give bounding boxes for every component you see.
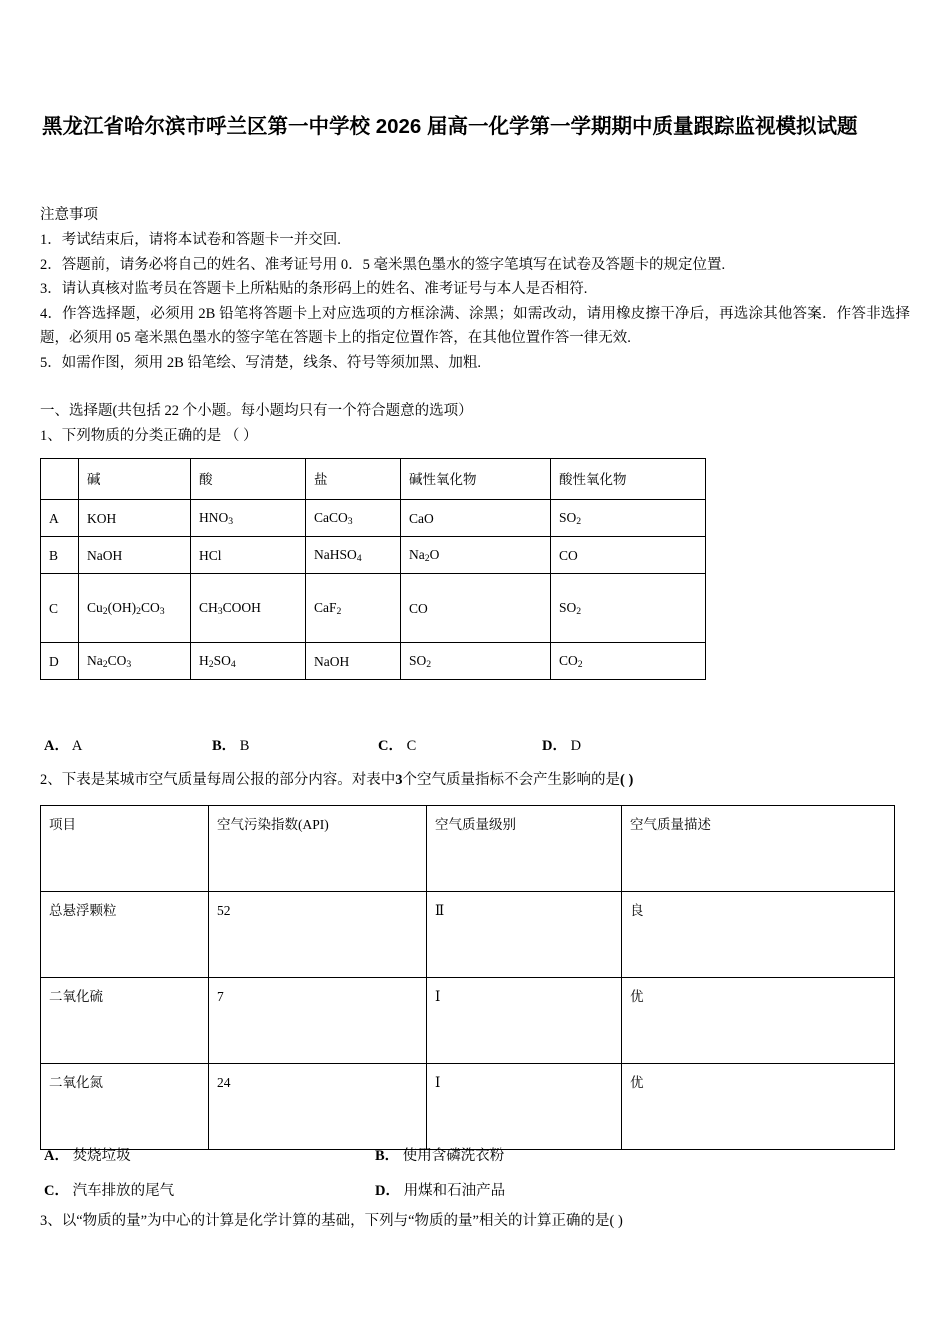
option-a[interactable]: A． A [44,738,83,754]
section-heading: 一、选择题(共包括 22 个小题。每小题均只有一个符合题意的选项） [40,403,473,419]
cell-description: 良 [622,892,895,978]
question-1-options [40,734,740,758]
th-api: 空气污染指数(API) [209,806,427,892]
th-description: 空气质量描述 [622,806,895,892]
row-label: C [41,574,79,643]
table-row [41,643,706,680]
cell-item: 总悬浮颗粒 [41,892,209,978]
row-label: D [41,643,79,680]
cell-acidic-oxide: $CO_2$ [551,643,706,680]
option-d[interactable]: D． 用煤和石油产品 [375,1183,506,1199]
cell-basic-oxide: $Na_2O$ [401,537,551,574]
question-1-stem: 1、下列物质的分类正确的是 （ ） [40,428,258,444]
question-2-options-row-1 [40,1144,740,1170]
cell-acid: $H_2SO_4$ [191,643,306,680]
question-2-stem: 2、下表是某城市空气质量每周公报的部分内容。对表中3个空气质量指标不会产生影响的是( ) [40,772,634,788]
notice-section [40,203,910,376]
table-row [41,1064,895,1150]
th-basic-oxide: 碱性氧化物 [401,459,551,500]
notice-item-1: 1．考试结束后，请将本试卷和答题卡一并交回. [40,232,341,248]
cell-base: KOH [79,500,191,537]
option-c[interactable]: C． 汽车排放的尾气 [44,1183,175,1199]
notice-item-2: 2．答题前，请务必将自己的姓名、准考证号用 0．5 毫米黑色墨水的签字笔填写在试卷及答题卡的规定位置. [40,256,726,273]
cell-base: $Cu_2(OH)_2CO_3$ [79,574,191,643]
notice-item-4: 4．作答选择题，必须用 2B 铅笔将答题卡上对应选项的方框涂满、涂黑；如需改动，请用橡皮擦干净后，再选涂其他答案．作答非选择题，必须用 05 毫米黑色墨水的签字笔在答题卡上的指定位置作答，在其他位置作答一律无效. [40,305,910,347]
cell-acid: $CH_3COOH$ [191,574,306,643]
cell-base: $Na_2CO_3$ [79,643,191,680]
cell-acid: $HNO_3$ [191,500,306,537]
table-header-row [41,459,706,500]
cell-description: 优 [622,1064,895,1150]
option-c[interactable]: C． C [378,738,417,754]
table-header-row [41,806,895,892]
cell-salt: CaF$_2$ [306,574,401,643]
cell-basic-oxide: CaO [401,500,551,537]
row-label: B [41,537,79,574]
option-a[interactable]: A． 焚烧垃圾 [44,1148,131,1164]
cell-api: 52 [209,892,427,978]
table-row [41,500,706,537]
cell-basic-oxide: $SO_2$ [401,643,551,680]
notice-item-5: 5．如需作图，须用 2B 铅笔绘、写清楚，线条、符号等须加黑、加粗. [40,354,482,371]
cell-base: NaOH [79,537,191,574]
th-corner [41,459,79,500]
cell-item: 二氧化硫 [41,978,209,1064]
row-label: A [41,500,79,537]
notice-item-3: 3．请认真核对监考员在答题卡上所粘贴的条形码上的姓名、准考证号与本人是否相符. [40,281,588,298]
cell-salt: NaHSO$_4$ [306,537,401,574]
cell-basic-oxide: CO [401,574,551,643]
question-2-table [40,805,895,1150]
th-item: 项目 [41,806,209,892]
table-row [41,892,895,978]
cell-acidic-oxide: CO [551,537,706,574]
question-1-table [40,458,706,680]
th-acid: 酸 [191,459,306,500]
cell-acidic-oxide: $SO_2$ [551,574,706,643]
table-row [41,574,706,643]
notice-heading: 注意事项 [40,207,98,223]
table-row [41,978,895,1064]
cell-acidic-oxide: $SO_2$ [551,500,706,537]
th-base: 碱 [79,459,191,500]
table-row [41,537,706,574]
cell-api: 7 [209,978,427,1064]
cell-level: Ⅱ [427,892,622,978]
option-b[interactable]: B． 使用含磷洗衣粉 [375,1148,505,1164]
question-2-options-row-2 [40,1179,740,1205]
option-d[interactable]: D． D [542,738,582,754]
cell-acid: HCl [191,537,306,574]
option-b[interactable]: B． B [212,738,250,754]
cell-item: 二氧化氮 [41,1064,209,1150]
page-title: 黑龙江省哈尔滨市呼兰区第一中学校 2026 届高一化学第一学期期中质量跟踪监视模拟试题 [42,115,858,138]
cell-level: Ⅰ [427,1064,622,1150]
cell-level: Ⅰ [427,978,622,1064]
th-level: 空气质量级别 [427,806,622,892]
cell-salt: CaCO$_3$ [306,500,401,537]
cell-description: 优 [622,978,895,1064]
cell-api: 24 [209,1064,427,1150]
question-3-stem: 3、以“物质的量”为中心的计算是化学计算的基础，下列与“物质的量”相关的计算正确的是( ) [40,1213,623,1229]
th-acidic-oxide: 酸性氧化物 [551,459,706,500]
cell-salt: NaOH [306,643,401,680]
th-salt: 盐 [306,459,401,500]
